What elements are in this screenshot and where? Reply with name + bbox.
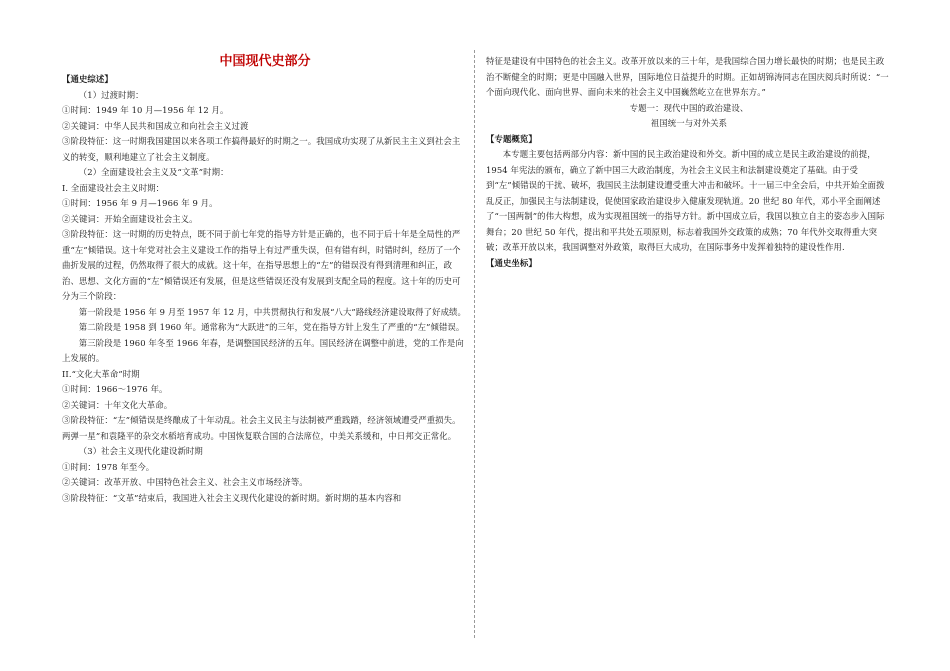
paragraph: 特征是建设有中国特色的社会主义。改革开放以来的三十年，是我国综合国力增长最快的时期；也是民主政治不断健全的时期；更是中国融入世界，国际地位日益提升的时期。正如胡锦涛同志在国庆阅兵时所说：“一个面向现代化、面向世界、面向未来的社会主义中国巍然屹立在世界东方。” <box>486 56 889 97</box>
paragraph: ①时间：1949 年 10 月—1956 年 12 月。 <box>62 105 229 115</box>
paragraph: ①时间：1966～1976 年。 <box>62 384 168 394</box>
paragraph: 第一阶段是 1956 年 9 月至 1957 年 12 月，中共贯彻执行和发展“八大”路线经济建设取得了好成绩。 <box>78 306 466 317</box>
paragraph: 第二阶段是 1958 到 1960 年。通常称为“大跃进”的三年，党在指导方针上发生了严重的“左”倾错误。 <box>78 322 465 332</box>
paragraph: ②关键词：中华人民共和国成立和向社会主义过渡 <box>62 120 249 131</box>
document-title: 中国现代史部分 <box>219 54 311 69</box>
paragraph: ③阶段特征：这一时期的历史特点，既不同于前七年党的指导方针是正确的，也不同于后十年是全局性的严重“左”倾错误。这十年党对社会主义建设工作的指导上有过严重失误，但有错有纠，时错时纠，经历了一个曲折发展的过程，仍然取得了很大的成就。这十年，在指导思想上的“左”的错误没有得到清理和纠正，政治、思想、文化方面的“左”倾错误还有发展，但是这些错误还没有发展到支配全局的程度。这十年的历史可分为三个阶段： <box>62 229 461 301</box>
topic-heading: 祖国统一与对外关系 <box>650 118 728 128</box>
paragraph: ②关键词：改革开放、中国特色社会主义、社会主义市场经济等。 <box>62 477 308 487</box>
subsection-heading: （3）社会主义现代化建设新时期 <box>78 446 203 456</box>
paragraph: ③阶段特征：这一时期我国建国以来各项工作搞得最好的时期之一。我国成功实现了从新民主主义到社会主义的转变，顺利地建立了社会主义制度。 <box>62 136 461 162</box>
section-heading: 【通史坐标】 <box>486 257 537 268</box>
right-column <box>486 54 892 271</box>
section-heading: 【专题概览】 <box>486 133 537 144</box>
paragraph: ②关键词：开始全面建设社会主义。 <box>62 213 198 224</box>
paragraph: ③阶段特征：“文革”结束后，我国进入社会主义现代化建设的新时期。新时期的基本内容和 <box>62 492 402 503</box>
paragraph: ①时间：1978 年至今。 <box>62 461 155 472</box>
subsection-heading: （1）过渡时期： <box>78 89 144 100</box>
paragraph: ②关键词：十年文化大革命。 <box>62 399 173 410</box>
paragraph: 本专题主要包括两部分内容：新中国的民主政治建设和外交。新中国的成立是民主政治建设的前提，1954 年宪法的颁布，确立了新中国三大政治制度，为社会主义民主和法制建设奠定了基础。由于受到“左”倾错误的干扰、破坏，我国民主法制建设遭受重大冲击和破坏。十一届三中全会后，中共开始全面拨乱反正，加强民主与法制建设，促使国家政治建设步入健康发现轨道。20 世纪 80 年代，邓小平全面阐述了“一国两制”的伟大构想，成为实现祖国统一的指导方针。新中国成立后，我国以独立自主的姿态步入国际舞台；20 世纪 50 年代，提出和平共处五项原则，标志着我国外交政策的成熟；70 年代外交取得重大突破；改革开放以来，我国调整对外政策，取得巨大成功，在国际事务中发挥着独特的建设性作用. <box>486 149 885 252</box>
paragraph: ①时间：1956 年 9 月—1966 年 9 月。 <box>62 198 218 208</box>
column-divider <box>474 50 475 638</box>
subsection-heading: （2）全面建设社会主义及“文革”时期： <box>78 167 229 177</box>
paragraph: II.“文化大革命”时期 <box>62 368 140 379</box>
left-column <box>62 54 468 506</box>
paragraph: ③阶段特征：“左”倾错误是终酿成了十年动乱。社会主义民主与法制被严重践踏，经济领域遭受严重损失。两弹一星”和袁隆平的杂交水稻培育成功。中国恢复联合国的合法席位，中美关系缓和，中日邦交正常化。 <box>62 415 461 441</box>
topic-heading: 专题一：现代中国的政治建设、 <box>629 102 749 113</box>
section-heading: 【通史综述】 <box>62 74 113 84</box>
paragraph: I. 全面建设社会主义时期： <box>62 182 165 193</box>
paragraph: 第三阶段是 1960 年冬至 1966 年春，是调整国民经济的五年。国民经济在调整中前进，党的工作是向上发展的。 <box>62 337 464 363</box>
